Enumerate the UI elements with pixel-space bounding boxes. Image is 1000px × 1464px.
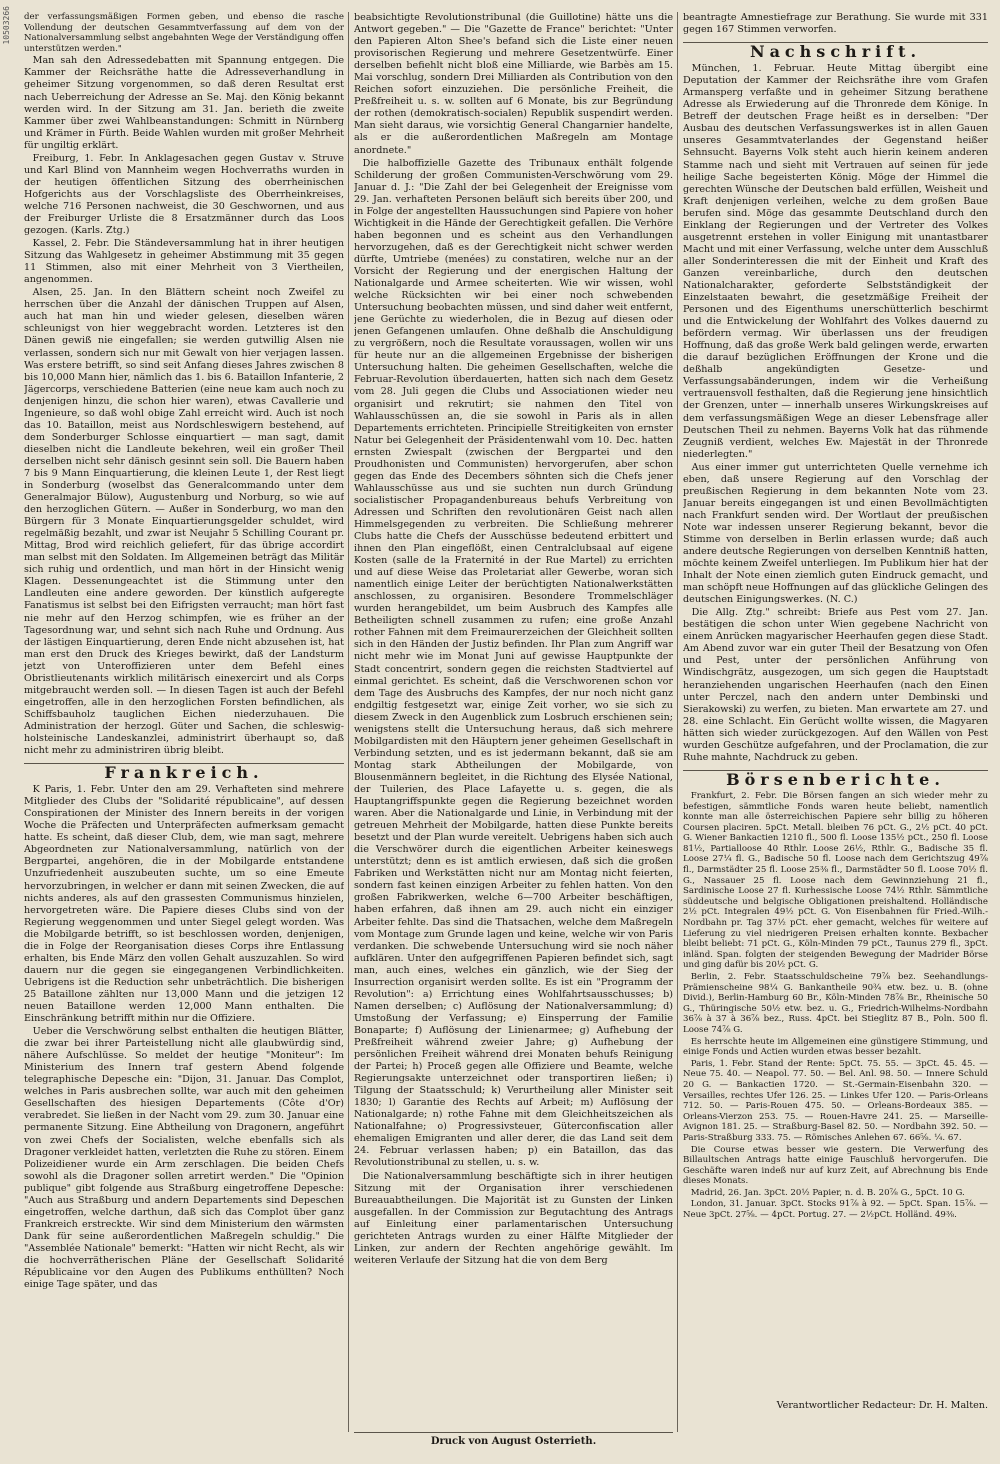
column-1	[24, 12, 344, 1432]
paragraph: Madrid, 26. Jan. 3pCt. 20½ Papier, n. d. B. 20⅞ G., 5pCt. 10 G.	[690, 1187, 965, 1198]
column-2	[354, 12, 673, 1432]
column-rule	[677, 12, 678, 1432]
printer-imprint: Druck von August Osterrieth.	[354, 1432, 673, 1447]
paragraph: beabsichtigte Revolutionstribunal (die Guillotine) hätte uns die Antwort gegeben." — Die "Gazette de France" berichtet: "Unter den Papieren Alton Shee's befand sich die Liste einer neuen provisorischen Regierung und mehrere Gesetzentwürfe. Einer derselben befiehlt nicht bloß eine Milliarde, wie Barbès am 15. Mai vorschlug, sondern Drei Milliarden als Contribution von den Reichen sofort einzuziehen. Die persönliche Freiheit, die Preßfreiheit u. s. w. sollten auf 6 Monate, bis zur Begründung der rothen (demokratisch-socialen) Republik suspendirt werden. Man sieht daraus, wie vorsichtig General Changarnier handelte, als er die außerordentlichen Maßregeln am Montage anordnete."	[354, 12, 673, 156]
paragraph: Berlin, 2. Febr. Staatsschuldscheine 79⅞ bez. Seehandlungs-Prämienscheine 98¼ G. Bankantheile 90¾ etw. bez. u. B. (ohne Divid.), Berlin-Hamburg 60 Br., Köln-Minden 78⅞ Br., Rheinische 50 G., Thüringische 50½ etw. bez. u. G., Friedrich-Wilhelms-Nordbahn 36⅞ à 37 à 36⅞ bez., Russ. 4pCt. bei Stieglitz 87 B., Poln. 500 fl. Loose 74⅞ G.	[683, 972, 988, 1035]
column-rule	[348, 12, 349, 1432]
paragraph: Die Nationalversammlung beschäftigte sich in ihrer heutigen Sitzung mit der Organisation ihrer verschiedenen Bureauabtheilungen. Die Majorität ist zu Gunsten der Linken ausgefallen. In der Commission zur Begutachtung des Antrags auf Einleitung einer parlamentarischen Untersuchung gerichteten Antrags wurden zu einer Hälfte Mitglieder der Linken, zur andern der Rechten angehörige gewählt. Im weiteren Verlaufe der Sitzung hat die von dem Berg	[354, 1170, 673, 1266]
section-heading-boersen: Börsenberichte.	[683, 770, 988, 786]
paragraph: Frankfurt, 2. Febr. Die Börsen fangen an sich wieder mehr zu befestigen, sämmtliche Fonds waren heute beliebt, namentlich konnte man alle österreichischen Papiere sehr billig zu höheren Coursen placiren. 5pCt. Metall. bleiben 76 pCt. G., 2½ pCt. 40 pCt. G. Wiener Bankactien 1210 fl., 500 fl. Loose 135½ pCt., 250 fl. Loose 81½, Partialloose 40 Rthlr. Loose 26½, Rthlr. G., Badische 35 fl. Loose 27¼ fl. G., Badische 50 fl. Loose nach dem Gerichtszug 49⅞ fl., Darmstädter 25 fl. Loose 25⅜ fl., Darmstädter 50 fl. Loose 70½ fl. G., Nassauer 25 fl. Loose nach dem Gewinnziehung 21 fl., Sardinische Loose 27 fl. Kurhessische Loose 74½ Rthlr. Sämmtliche süddeutsche und belgische Obligationen preishaltend. Holländische 2½ pCt. Integralen 49½ pCt. G. Von Eisenbahnen für Fried.-Wilh.-Nordbahn pr. Tag 37½ pCt. eher gemacht, welches für weitere auf Lieferung zu viel niedrigeren Preisen erhalten konnte. Bexbacher bleibt beliebt: 71 pCt. G., Köln-Minden 79 pCt., Taunus 279 fl., 3pCt. inländ. Span. folgten der steigenden Bewegung der Madrider Börse und ging dafür bis 20½ pCt. G.	[683, 790, 988, 971]
column-3	[683, 12, 988, 1432]
paragraph: Kassel, 2. Febr. Die Ständeversammlung hat in ihrer heutigen Sitzung das Wahlgesetz in geheimer Abstimmung mit 35 gegen 11 Stimmen, also mit einer Mehrheit von 3 Viertheilen, angenommen.	[24, 238, 344, 286]
paragraph: Die Allg. Ztg." schreibt: Briefe aus Pest vom 27. Jan. bestätigen die schon unter Wien gegebene Nachricht von einem Anrücken magyarischer Heerhaufen gegen diese Stadt. Am Abend zuvor war ein guter Theil der Besatzung von Ofen und Pest, unter der persönlichen Anführung von Windischgrätz, ausgezogen, um sich gegen die Hauptstadt heranziehenden ungarischen Heerhaufen (nach den Einen unter Perczel, nach den andern unter Dembinski und Sierakowski) zu werfen, zu bieten. Man erwartete am 27. und 28. eine Schlacht. Ein Gerücht wollte wissen, die Magyaren hätten sich wieder zurückgezogen. Auf den Wällen von Pest wurden Geschütze aufgefahren, und der Proclamation, die zur Ruhe mahnte, Nachdruck zu geben.	[683, 607, 988, 763]
paragraph: der verfassungsmäßigen Formen geben, und ebenso die rasche Vollendung der deutschen Gesammtverfassung auf dem von der Nationalversammlung selbst angebahnten Wege der Verständigung offen unterstützen werden."	[24, 12, 344, 54]
paragraph: München, 1. Februar. Heute Mittag übergibt eine Deputation der Kammer der Reichsräthe ihre vom Grafen Armansperg verfaßte und in geheimer Sitzung berathene Adresse als Erwiederung auf die Thronrede dem Könige. In Betreff der deutschen Frage heißt es in derselben: "Der Ausbau des deutschen Verfassungswerkes ist in allen Gauen unseres Gesammtvaterlandes der Gegenstand heißer Sehnsucht. Bayerns Volk steht auch hierin keinem anderen Stamme nach und sieht mit Vertrauen auf seinen für jede heilige Sache begeisterten König. Möge der Himmel die gerechten Wünsche der Deutschen bald erfüllen, Weisheit und Kraft denjenigen verleihen, welche zu dem großen Baue berufen sind. Möge das gesammte Deutschland durch den Einklang der Regierungen und der Vertreter des Volkes ausgetrennt erstehen in voller Einigung mit unantastbarer Macht und mit einer Verfassung, welche unter dem Ausschluß aller Sonderinteressen die mit der Einheit und Kraft des Ganzen vereinbarliche, durch den deutschen Nationalcharakter, geforderte Selbstständigkeit der Einzelstaaten bewahrt, die gesetzmäßige Freiheit der Personen und des Eigenthums unerschütterlich beschirmt und die Entwickelung der Wohlfahrt des Volkes dauernd zu befördern vermag. Wir überlassen uns der freudigen Hoffnung, daß das große Werk bald gelingen werde, erwarten die darauf bezüglichen Eröffnungen der Krone und die deßhalb angekündigten Gesetze- und Verfassungsabänderungen, indem wir die Verheißung vertrauensvoll festhalten, daß die Regierung jene hinsichtlich der Grenzen, unter — innerhalb unseres Wirkungskreises auf dem verfassungsmäßigen Wege an dieser Lebensfrage aller Deutschen Theil zu nehmen. Bayerns Volk hat das rühmende Zeugniß verdient, welches Ew. Majestät in der Thronrede niederlegten."	[683, 63, 988, 460]
paragraph: Paris, 1. Febr. Stand der Rente: 5pCt. 75. 55. — 3pCt. 45. 45. — Neue 75. 40. — Neapol. 77. 50. — Bel. Anl. 98. 50. — Innere Schuld 20 G. — Bankactien 1720. — St.-Germain-Eisenbahn 320. — Versailles, rechtes Ufer 126. 25. — Linkes Ufer 120. — Paris-Orleans 712. 50. — Paris-Rouen 475. 50. — Orleans-Bordeaux 385. — Orleans-Vierzon 253. 75. — Rouen-Havre 241. 25. — Marseille-Avignon 181. 25. — Straßburg-Basel 82. 50. — Nordbahn 392. 50. — Paris-Straßburg 333. 75. — Römisches Anlehen 67. 66⅝. ¼. 67.	[683, 1058, 988, 1143]
paragraph: Ueber die Verschwörung selbst enthalten die heutigen Blätter, die zwar bei ihrer Parteistellung nicht alle glaubwürdig sind, nähere Aufschlüsse. So meldet der heutige "Moniteur": Im Ministerium des Innern traf gestern Abend folgende telegraphische Depesche ein: "Dijon, 31. Januar. Das Complot, welches in Paris ausbrechen sollte, war auch mit den geheimen Gesellschaften des hiesigen Departements (Côte d'Or) verabredet. Sie ließen in der Nacht vom 29. zum 30. Januar eine permanente Sitzung. Eine Abtheilung von Dragonern, angeführt von zwei Chefs der Socialisten, welche ebenfalls sich als Dragoner verkleidet hatten, verletzten die Ruhe zu stören. Einem Polizeidiener wurde ein Arm zerschlagen. Die beiden Chefs sowohl als die Dragoner sollen arretirt werden." Die "Opinion publique" gibt folgende aus Straßburg eingetroffene Depesche: "Auch aus Straßburg und andern Departements sind Depeschen eingetroffen, welche darthun, daß sich das Complot über ganz Frankreich erstreckte. Wir sind dem Ministerium den wärmsten Dank für seine außerordentlichen Maßregeln schuldig." Die "Assemblée Nationale" bemerkt: "Hatten wir nicht Recht, als wir die hochverrätherischen Pläne der Gesellschaft Solidarité Républicaine vor den Augen des Publikums enthüllten? Noch einige Tage später, und das	[24, 1026, 344, 1291]
paragraph: beantragte Amnestiefrage zur Berathung. Sie wurde mit 331 gegen 167 Stimmen verworfen.	[683, 12, 988, 36]
editor-line: Verantwortlicher Redacteur: Dr. H. Malten.	[776, 1400, 988, 1411]
paragraph: Es herrschte heute im Allgemeinen eine günstigere Stimmung, und einige Fonds und Actien wurden etwas besser bezahlt.	[683, 1036, 988, 1058]
paragraph: K Paris, 1. Febr. Unter den am 29. Verhafteten sind mehrere Mitglieder des Clubs der "Solidarité républicaine", auf dessen Conspirationen der Minister des Innern bereits in der vorigen Woche die Präfecten und Unterpräfecten aufmerksam gemacht hatte. Es scheint, daß dieser Club, dem, wie man sagt, mehrere Abgeordneten zur Nationalversammlung, natürlich von der Bergpartei, angehören, die in der Mobilgarde entstandene Unzufriedenheit auszubeuten suchte, um so eine Emeute hervorzubringen, in welcher er dann mit seinen Zwecken, die auf nichts anderes, als auf den grassesten Communismus hinzielen, hervorgetreten wäre. Die Papiere dieses Clubs sind von der Regierung weggenommen und unter Siegel gelegt worden. Was die Mobilgarde betrifft, so ist beschlossen worden, denjenigen, die in Folge der Reorganisation dieses Corps ihre Entlassung erhalten, bis Ende März den vollen Gehalt auszuzahlen. So wird dauern nur die gegen sie eingegangenen Verbindlichkeiten. Uebrigens ist die Reduction sehr unbeträchtlich. Die bisherigen 25 Bataillone zählten nur 13,000 Mann und die jetzigen 12 neuen Bataillone werden 12,000 Mann enthalten. Die Einschränkung betrifft mithin nur die Offiziere.	[24, 784, 344, 1025]
paragraph: Die halboffizielle Gazette des Tribunaux enthält folgende Schilderung der großen Communisten-Verschwörung vom 29. Januar d. J.: "Die Zahl der bei Gelegenheit der Ereignisse vom 29. Jan. verhafteten Personen beläuft sich bereits über 200, und in Folge der angestellten Haussuchungen sind Papiere von hoher Wichtigkeit in die Hände der Gerechtigkeit gefallen. Die Verhöre haben begonnen und es scheint aus den Verhandlungen hervorzugehen, daß es der Gerechtigkeit nicht schwer werden dürfte, Umtriebe (menées) zu constatiren, welche nur an der Vorsicht der Regierung und der energischen Haltung der Nationalgarde und Armee scheiterten. Wie wir wissen, wohl welche Rücksichten wir bei einer noch schwebenden Untersuchung beobachten müssen, und sind daher weit entfernt, jene Gerüchte zu wiederholen, die in Bezug auf diesen oder jenen Gefangenen umlaufen. Ohne deßhalb die Anschuldigung zu vergrößern, noch die Resultate voraussagen, wollen wir uns für heute nur an die allgemeinen Ergebnisse der bisherigen Untersuchung halten. Die geheimen Gesellschaften, welche die Februar-Revolution überdauerten, hatten sich nach dem Gesetz vom 28. Juli gegen die Clubs und Associationen wieder neu organisirt und rekrutirt; sie nahmen den Titel von Wahlausschüssen an, die sie sowohl in Paris als in allen Departements errichteten. Principielle Streitigkeiten von ernster Natur bei Gelegenheit der Präsidentenwahl vom 10. Dec. hatten ernsten Zwiespalt (zwischen der Bergpartei und den Proudhonisten und Communisten) hervorgerufen, aber schon gegen das Ende des Decembers söhnten sich die Chefs jener Wahlausschüsse aus und sie suchten nun durch Gründung socialistischer Propagandenbureaus behufs Verbreitung von Adressen und Schriften den revolutionären Geist nach allen Himmelsgegenden zu verbreiten. Die Schließung mehrerer Clubs hatte die Chefs der Ausschüsse bedeutend erbittert und ihnen den Plan eingeflößt, einen Centralclubsaal auf eigene Kosten (salle de la Fraternité in der Rue Martel) zu errichten und auf diese Weise das Proletariat aller Gewerbe, woran sich namentlich einige Leiter der berüchtigten Nationalwerkstätten anschlossen, zu organisiren. Besondere Trommelschläger wurden herangebildet, um beim Ausbruch des Kampfes alle Betheiligten schnell zusammen zu rufen; eine große Anzahl rother Fahnen mit dem Freimaurerzeichen der Gleichheit sollten sich in den Händen der Justiz befinden. Ihr Plan zum Angriff war nicht mehr wie im Monat Juni auf gewisse Hauptpunkte der Stadt concentrirt, sondern gegen die reichsten Stadtviertel auf einmal gerichtet. Es scheint, daß die Verschworenen schon vor dem Tage des Ausbruchs des Kampfes, der nur noch nicht ganz endgiltig festgesetzt war, einige Zeit vorher, wo sie sich zu diesem Zweck in den Augenblick zum Losbruch erschienen sein; wenigstens stellt die Untersuchung heraus, daß sich mehrere Mobilgardisten mit den Häuptern jener geheimen Gesellschaft in Verbindung setzten, und es ist jedermann bekannt, daß sie am Montag stark Abtheilungen der Mobilgarde, von Blousenmännern begleitet, in die Richtung des Elysée National, der Tuilerien, des Place Lafayette u. s. gegen, die als Hauptangriffspunkte gegen die Regierung bezeichnet worden waren. Aber die Nationalgarde und Linie, in Verbindung mit der getreuen Mehrheit der Mobilgarde, hatten diese Punkte bereits besetzt und der Plan wurde vereitelt. Uebrigens haben sich auch die Verschwörer durch die eigentlichen Arbeiter keineswegs unterstützt; denn es ist amtlich erwiesen, daß sich die großen Fabriken und Werkstätten nicht nur am Montag nicht feierten, sondern fast keinen einzigen Arbeiter zu fehlen hatten. Von den großen Fabrikwerken, welche 6—700 Arbeiter beschäftigen, haben erfahren, daß ihnen am 29. auch nicht ein einziger Arbeiter fehlte. Das sind die Thatsachen, welche dem Maßregeln vom Montage zum Grunde lagen und keine, welche wir von Paris verdanken. Die schwebende Untersuchung wird sie noch näher aufklären. Unter den aufgegriffenen Papieren befindet sich, sagt man, auch eines, welches ein gänzlich, wie der Sieg der Insurrection organisirt werden sollte. Es ist ein "Programm der Revolution": a) Errichtung eines Wohlfahrtsausschusses; b) Namen derselben; c) Auflösung der Nationalversammlung; d) Umstoßung der Verfassung; e) Einsperrung der Familie Bonaparte; f) Auflösung der Linienarmee; g) Aufhebung der Preßfreiheit während zweier Jahre; g) Aufhebung der persönlichen Freiheit während drei Monaten behufs Reinigung der Partei; h) Proceß gegen alle Offiziere und Beamte, welche Regierungsakte unterzeichnet oder transportiren ließen; i) Tilgung der Staatsschuld; k) Verurtheilung aller Minister seit 1830; l) Garantie des Rechts auf Arbeit; m) Auflösung der Nationalgarde; n) rothe Fahne mit dem Gleichheitszeichen als Nationalfahne; o) Progressivsteuer, Güterconfiscation aller ehemaligen Emigranten und aller derer, die das Land seit dem 24. Februar verlassen haben; p) ein Bataillon, das das Revolutionstribunal zu stellen, u. s. w.	[354, 157, 673, 1169]
section-heading-frankreich: Frankreich.	[24, 763, 344, 779]
paragraph: Aus einer immer gut unterrichteten Quelle vernehme ich eben, daß unsere Regierung auf den Vorschlag der preußischen Regierung in dem bekannten Note vom 23. Januar bereits eingegangen ist und einen Bevollmächtigten nach Frankfurt senden wird. Der Wortlaut der preußischen Note war indessen unserer Regierung bekannt, bevor die Stimme von derselben in Berlin erlassen wurde; daß auch andere deutsche Regierungen von derselben Kenntniß hatten, möchte keinem Zweifel unterliegen. Im Publikum hier hat der Inhalt der Note einen ziemlich guten Eindruck gemacht, und man schöpft neue Hoffnungen auf das glückliche Gelingen des deutschen Einigungswerkes. (N. C.)	[683, 461, 988, 606]
paragraph: London, 31. Januar. 3pCt. Stocks 91⅞ à 92. — 5pCt. Span. 15⅞. — Neue 3pCt. 27⅝. — 4pCt. Portug. 27. — 2½pCt. Holländ. 49⅜.	[683, 1199, 988, 1221]
section-heading-nachschrift: Nachschrift.	[683, 42, 988, 58]
paragraph: Alsen, 25. Jan. In den Blättern scheint noch Zweifel zu herrschen über die Anzahl der dänischen Truppen auf Alsen, auch hat man hin und wieder gelesen, dieselben wären schleunigst von hier weggebracht worden. Letzteres ist den Dänen gewiß nie eingefallen; sie werden gutwillig Alsen nie verlassen, sondern sich nur mit Gewalt von hier verjagen lassen. Was erstere betrifft, so sind seit Anfang dieses Jahres zwischen 8 bis 10,000 Mann hier, nämlich das 1. bis 6. Bataillon Infanterie, 2 Jägercorps, verschiedene Batterien (eine neue kam auch noch zu denjenigen hinzu, die schon hier waren), etwas Cavallerie und Ingenieure, so daß wohl obige Zahl erreicht wird. Auch ist noch das 10. Bataillon, meist aus Nordschleswigern bestehend, auf dem Sonderburger Schlosse einquartiert — man sagt, damit dieselben nicht die Landleute bekehren, weil ein großer Theil derselben nicht sehr dänisch gesinnt sein soll. Die Bauern haben 7 bis 9 Mann Einquartierung, die kleinen Leute 1, der Rest liegt in Sonderburg (woselbst das Generalcommando unter dem Generalmajor Bülow), Augustenburg und Norburg, so wie auf den herzoglichen Gütern. — Außer in Sonderburg, wo man den Bürgern für 3 Monate Einquartierungsgelder schuldet, wird regelmäßig bezahlt, und zwar ist Neujahr 5 Schilling Courant pr. Mittag, Brod wird reichlich geliefert, für das übrige accordirt man selbst mit den Soldaten. Im Allgemeinen beträgt das Militär sich ruhig und ordentlich, und man hört in der Hinsicht wenig Klagen. Dessenungeachtet ist die Stimmung unter den Landleuten eine andere geworden. Der künstlich aufgeregte Fanatismus ist selbst bei den Eifrigsten verraucht; man hört fast nie mehr auf den Herzog schimpfen, wie es früher an der Tagesordnung war, und sehnt sich nach Ruhe und Ordnung. Aus der lästigen Einquartierung, deren Ende nicht abzusehen ist, hat man erst den Druck des Krieges bewirkt, daß der Landsturm jetzt von Unteroffizieren unter dem Befehl eines Obristlieutenants wirklich militärisch einexercirt und als Corps mitgebraucht werden soll. — In diesen Tagen ist auch der Befehl eingetroffen, alle in den herzoglichen Forsten befindlichen, als Schiffsbauholz tauglichen Eichen niederzuhauen. Die Administration der herzogl. Güter und Sachen, die schleswig-holsteinische Landeskanzlei, administrirt überhaupt so, daß nicht mehr zu administriren übrig bleibt.	[24, 287, 344, 757]
scan-id: 10503266	[2, 6, 11, 45]
paragraph: Die Course etwas besser wie gestern. Die Verwerfung des Billaultschen Antrags hatte einige Fauschluß hervorgerufen. Die Geschäfte waren indeß nur auf kurz Zeit, auf Abrechnung bis Ende dieses Monats.	[683, 1144, 988, 1187]
paragraph: Man sah den Adressedebatten mit Spannung entgegen. Die Kammer der Reichsräthe hatte die Adresseverhandlung in geheimer Sitzung vorgenommen, so daß deren Resultat erst nach Ueberreichung der Adresse an Se. Maj. den König bekannt werden wird. In der Sitzung am 31. Jan. berieth die zweite Kammer über zwei Wahlbeanstandungen: Schmitt in Nürnberg und Krämer in Fürth. Beide Wahlen wurden mit großer Mehrheit für ungiltig erklärt.	[24, 55, 344, 151]
paragraph: Freiburg, 1. Febr. In Anklagesachen gegen Gustav v. Struve und Karl Blind von Mannheim wegen Hochverraths wurden in der heutigen öffentlichen Sitzung des oberrheinischen Hofgerichts aus der Vorschlagsliste des Oberrheinkreises, welche 716 Personen nachweist, die 30 Geschwornen, und aus der Freiburger Urliste die 8 Ersatzmänner durch das Loos gezogen. (Karls. Ztg.)	[24, 152, 344, 237]
